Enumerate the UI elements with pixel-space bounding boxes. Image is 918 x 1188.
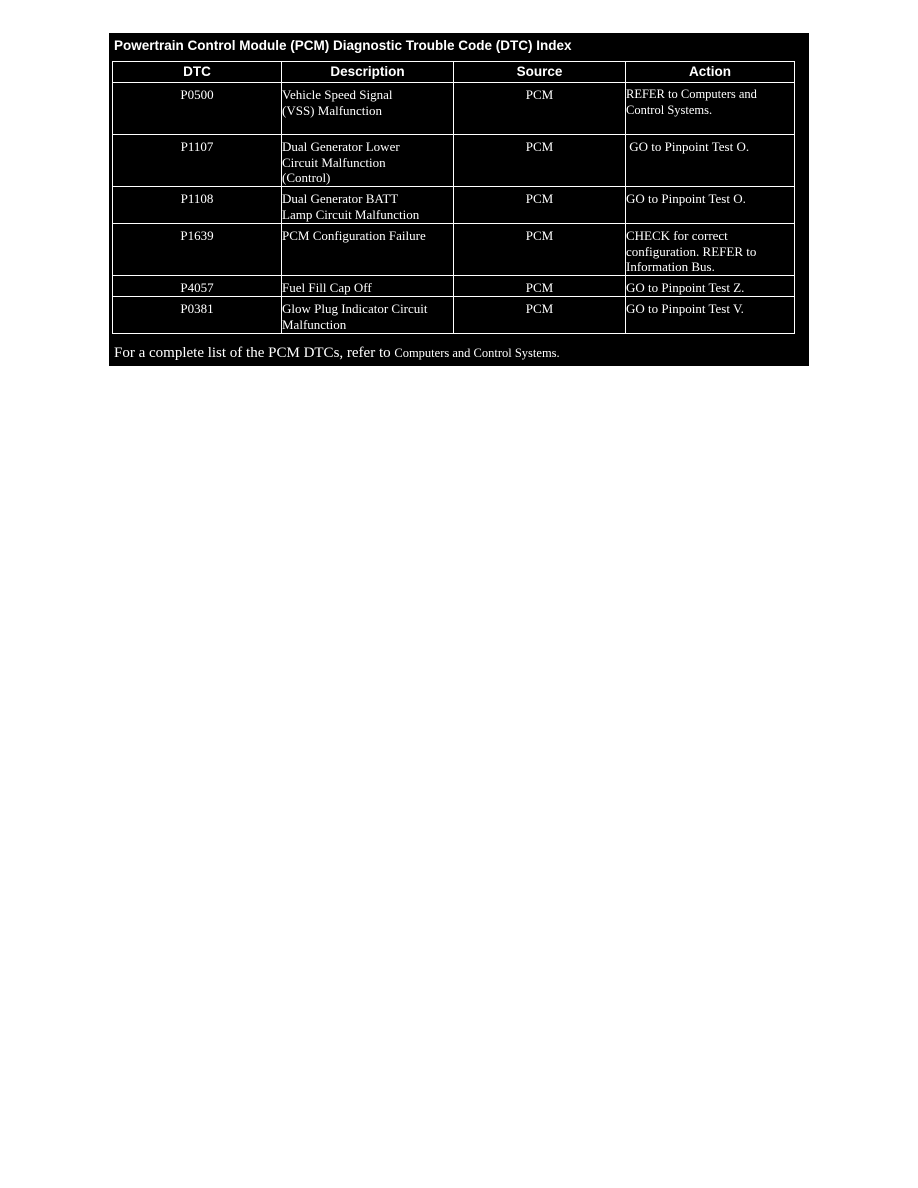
description-line: Dual Generator BATT [282,191,399,206]
description-cell [282,224,454,276]
dtc-code-cell: P0500 [113,83,282,135]
source-cell: PCM [454,83,626,135]
dtc-index-panel [109,33,809,366]
action-cell [626,224,795,276]
table-row [113,276,795,297]
action-line: Control Systems. [626,102,713,117]
computers-control-systems-link[interactable]: Computers and Control Systems. [394,346,560,360]
description-cell [282,135,454,187]
action-cell [626,135,795,187]
action-cell [626,187,795,224]
description-clip [282,301,453,333]
description-cell [282,276,454,297]
dtc-table [112,61,795,334]
description-line: (Control) [282,170,331,185]
description-line: Circuit Malfunction [282,154,386,170]
source-cell: PCM [454,297,626,334]
action-cell [626,297,795,334]
action-line: GO to Pinpoint Test V. [626,301,744,316]
source-cell: PCM [454,187,626,224]
panel-title: Powertrain Control Module (PCM) Diagnostic Trouble Code (DTC) Index [114,38,572,53]
dtc-code-cell: P1107 [113,135,282,187]
footer-text: For a complete list of the PCM DTCs, refer to [114,345,395,361]
table-row [113,83,795,135]
column-header-action: Action [626,62,795,83]
description-cell [282,297,454,334]
action-line: Information Bus. [626,259,715,274]
description-line: Glow Plug Indicator Circuit [282,301,428,316]
description-cell [282,83,454,135]
dtc-code-cell: P1108 [113,187,282,224]
table-row [113,187,795,224]
description-cell [282,187,454,224]
dtc-code-cell: P1639 [113,224,282,276]
description-line: (VSS) Malfunction [282,102,383,118]
footer-note [114,344,560,362]
action-line: GO to Pinpoint Test Z. [626,280,745,295]
column-header-source: Source [454,62,626,83]
description-line: PCM Configuration Failure [282,228,426,243]
description-line: Vehicle Speed Signal [282,87,393,102]
source-cell: PCM [454,224,626,276]
action-cell [626,83,795,135]
description-line: Lamp Circuit Malfunction [282,206,420,222]
dtc-code-cell: P0381 [113,297,282,334]
dtc-code-cell: P4057 [113,276,282,297]
source-cell: PCM [454,135,626,187]
action-line: GO to Pinpoint Test O. [626,191,746,206]
column-header-description: Description [282,62,454,83]
action-line: GO to Pinpoint Test O. [626,139,750,154]
action-line: CHECK for correct [626,228,728,243]
table-row [113,224,795,276]
action-cell [626,276,795,297]
description-line: Dual Generator Lower [282,139,400,154]
source-cell: PCM [454,276,626,297]
description-line: Fuel Fill Cap Off [282,280,372,295]
action-line: REFER to Computers and [626,87,757,101]
description-line: Malfunction [282,316,347,332]
action-line: configuration. REFER to [626,243,757,259]
table-row [113,135,795,187]
description-clip [282,139,453,186]
table-header-row [113,62,795,83]
column-header-dtc: DTC [113,62,282,83]
table-row [113,297,795,334]
